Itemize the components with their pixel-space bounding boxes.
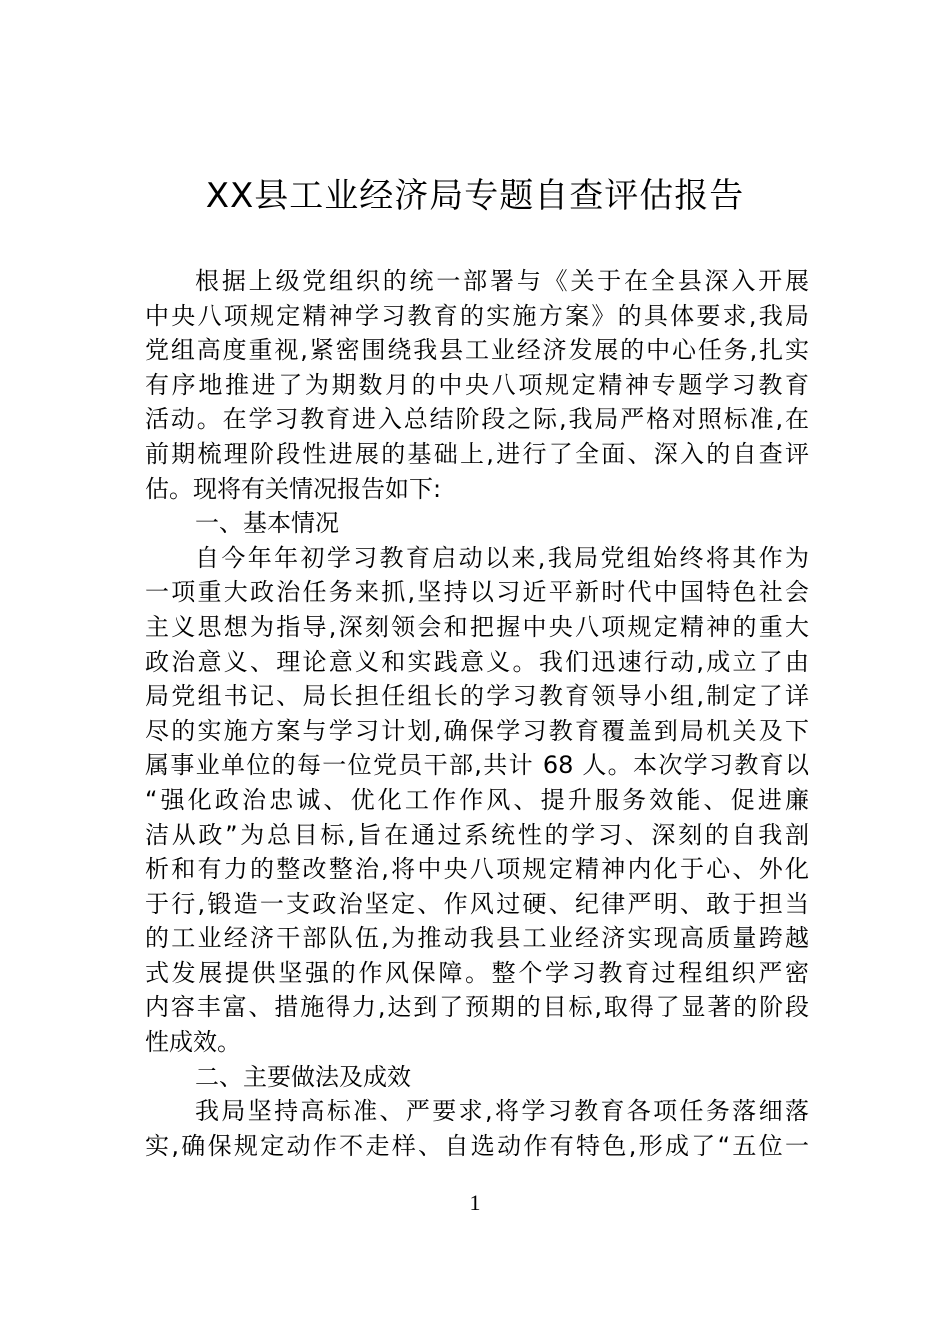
document-title: XX县工业经济局专题自查评估报告 (205, 176, 745, 216)
document-body (145, 264, 809, 1163)
section-heading-basic: 一、基本情况 (195, 509, 339, 538)
body-line: 局党组书记、局长担任组长的学习教育领导小组,制定了详 (145, 682, 809, 711)
body-line: 我局坚持高标准、严要求,将学习教育各项任务落细落 (195, 1097, 809, 1126)
body-line: 实,确保规定动作不走样、自选动作有特色,形成了“五位一 (145, 1131, 809, 1160)
body-line: 式发展提供坚强的作风保障。整个学习教育过程组织严密 (145, 958, 809, 987)
body-line: 自今年年初学习教育启动以来,我局党组始终将其作为 (195, 543, 809, 572)
body-line: 内容丰富、措施得力,达到了预期的目标,取得了显著的阶段 (145, 993, 809, 1022)
body-line: 活动。在学习教育进入总结阶段之际,我局严格对照标准,在 (145, 405, 809, 434)
body-line: 于行,锻造一支政治坚定、作风过硬、纪律严明、敢于担当 (145, 889, 809, 918)
body-line: 析和有力的整改整治,将中央八项规定精神内化于心、外化 (145, 855, 809, 884)
body-line: 前期梳理阶段性进展的基础上,进行了全面、深入的自查评 (145, 439, 809, 468)
body-line: 一项重大政治任务来抓,坚持以习近平新时代中国特色社会 (145, 578, 809, 607)
body-line: 洁从政”为总目标,旨在通过系统性的学习、深刻的自我剖 (145, 820, 809, 849)
body-line: 党组高度重视,紧密围绕我县工业经济发展的中心任务,扎实 (145, 336, 809, 365)
body-line: 主义思想为指导,深刻领会和把握中央八项规定精神的重大 (145, 612, 809, 641)
body-line: 根据上级党组织的统一部署与《关于在全县深入开展 (195, 267, 809, 295)
page-number: 1 (469, 1190, 481, 1215)
body-line: 有序地推进了为期数月的中央八项规定精神专题学习教育 (145, 370, 809, 399)
body-line: 中央八项规定精神学习教育的实施方案》的具体要求,我局 (145, 301, 809, 330)
body-line: 估。现将有关情况报告如下: (145, 474, 442, 503)
body-line: 属事业单位的每一位党员干部,共计 68 人。本次学习教育以 (145, 751, 809, 780)
body-line: 的工业经济干部队伍,为推动我县工业经济实现高质量跨越 (145, 924, 809, 953)
body-line: 性成效。 (145, 1028, 241, 1057)
body-line: “强化政治忠诚、优化工作作风、提升服务效能、促进廉 (145, 785, 809, 814)
body-line: 尽的实施方案与学习计划,确保学习教育覆盖到局机关及下 (145, 716, 809, 745)
section-heading-practices: 二、主要做法及成效 (195, 1062, 411, 1091)
body-line: 政治意义、理论意义和实践意义。我们迅速行动,成立了由 (145, 647, 809, 676)
